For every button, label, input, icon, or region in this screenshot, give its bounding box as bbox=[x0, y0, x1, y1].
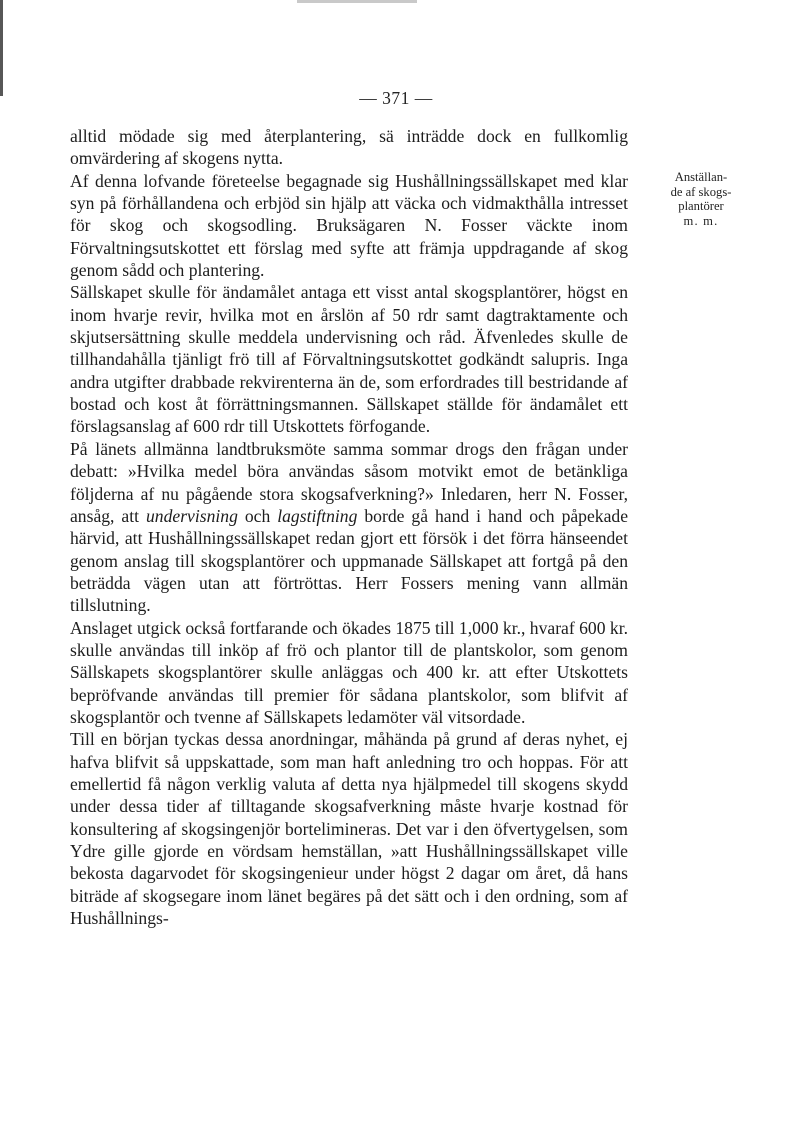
paragraph-4-emphasis-lagstiftning: lagstiftning bbox=[277, 505, 358, 526]
scan-edge-artifact-top bbox=[297, 0, 417, 3]
paragraph-5: Anslaget utgick också fortfarande och ökades 1875 till 1,000 kr., hvaraf 600 kr. skulle användas till inköp af frö och plantor till de plantskolor, som genom Sällskapets skogsplantörer skulle anläggas och 400 kr. att efter Utskottets bepröfvande användas till premier för sådana plantskolor, som blifvit af skogsplantör och tvenne af Sällskapets ledamöter väl vitsordade. bbox=[70, 617, 628, 727]
margin-note-line-1: Anställan- bbox=[674, 170, 728, 184]
paragraph-4-segment-roman-2: och bbox=[237, 505, 278, 526]
margin-note bbox=[645, 170, 757, 228]
paragraph-4-emphasis-undervisning: undervisning bbox=[146, 505, 238, 526]
margin-note-line-3: plantörer bbox=[678, 199, 724, 214]
paragraph-2: Af denna lofvande företeelse begagnade sig Hushållningssällskapet med klar syn på förhållandena och erbjöd sin hjälp att väcka och vidmakthålla intresset för skog och skogsodling. Bruksägaren N. Fosser väckte inom Förvaltningsutskottet ett förslag med syfte att främja uppdragande af skog genom sådd och plantering. bbox=[70, 170, 628, 281]
page-number-header: — 371 — bbox=[359, 88, 433, 108]
body-text-column bbox=[70, 125, 628, 929]
scan-edge-artifact bbox=[0, 0, 3, 96]
margin-note-line-2: de af skogs- bbox=[670, 184, 732, 199]
paragraph-3: Sällskapet skulle för ändamålet antaga ett visst antal skogsplantörer, högst en inom hvarje revir, hvilka mot en årslön af 50 rdr samt dagtraktamente och skjutsersättning skulle meddela undervisning och råd. Äfvenledes skulle de tillhandahålla tjänligt frö till af Förvaltningsutskottet godkändt salupris. Inga andra utgifter drabbade rekvirenterna än de, som erfordrades till bestridande af bostad och kost åt förrättningsmannen. Sällskapet ställde för ändamålet ett förslagsanslag af 600 rdr till Utskottets förfogande. bbox=[70, 282, 628, 437]
paragraph-4-segment-roman-1: På länets allmänna landtbruksmöte samma sommar drogs den frågan under debatt: »Hvilka medel böra användas såsom motvikt emot de betänkliga följderna af nu pågående stora skogsafverkning?» Inledaren, herr N. Fosser, ansåg, att bbox=[70, 438, 628, 526]
paragraph-4 bbox=[70, 438, 628, 617]
paragraph-6: Till en början tyckas dessa anordningar, måhända på grund af deras nyhet, ej hafva blifvit så uppskattade, som man haft anledning tro och hoppas. För att emellertid få någon verklig valuta af detta nya hjälpmedel till skogens skydd under dessa tider af tilltagande skogsafverkning måste hvarje kostnad för konsultering af skogsingenjör bortelimineras. Det var i den öfvertygelsen, som Ydre gille gjorde en vördsam hemställan, »att Hushållningssällskapet ville bekosta dagarvodet för skogsingenieur under högst 2 dagar om året, då hans biträde af skogsegare inom länet begäres på det sätt och i den ordning, som af Hushållnings- bbox=[70, 729, 628, 929]
paragraph-4-segment-roman-3: borde gå hand i hand och påpekade härvid, att Hushållningssällskapet redan gjort ett försök i det förra hänseendet genom anslag till skogsplantörer och uppmanade Sällskapet att fortgå på den beträdda vägen utan att förtröttas. Herr Fossers mening vann allmän tillslutning. bbox=[70, 505, 628, 616]
paragraph-1: alltid mödade sig med återplantering, sä inträdde dock en fullkomlig omvärdering af skogens nytta. bbox=[70, 126, 628, 169]
margin-note-line-4: m. m. bbox=[683, 213, 719, 228]
